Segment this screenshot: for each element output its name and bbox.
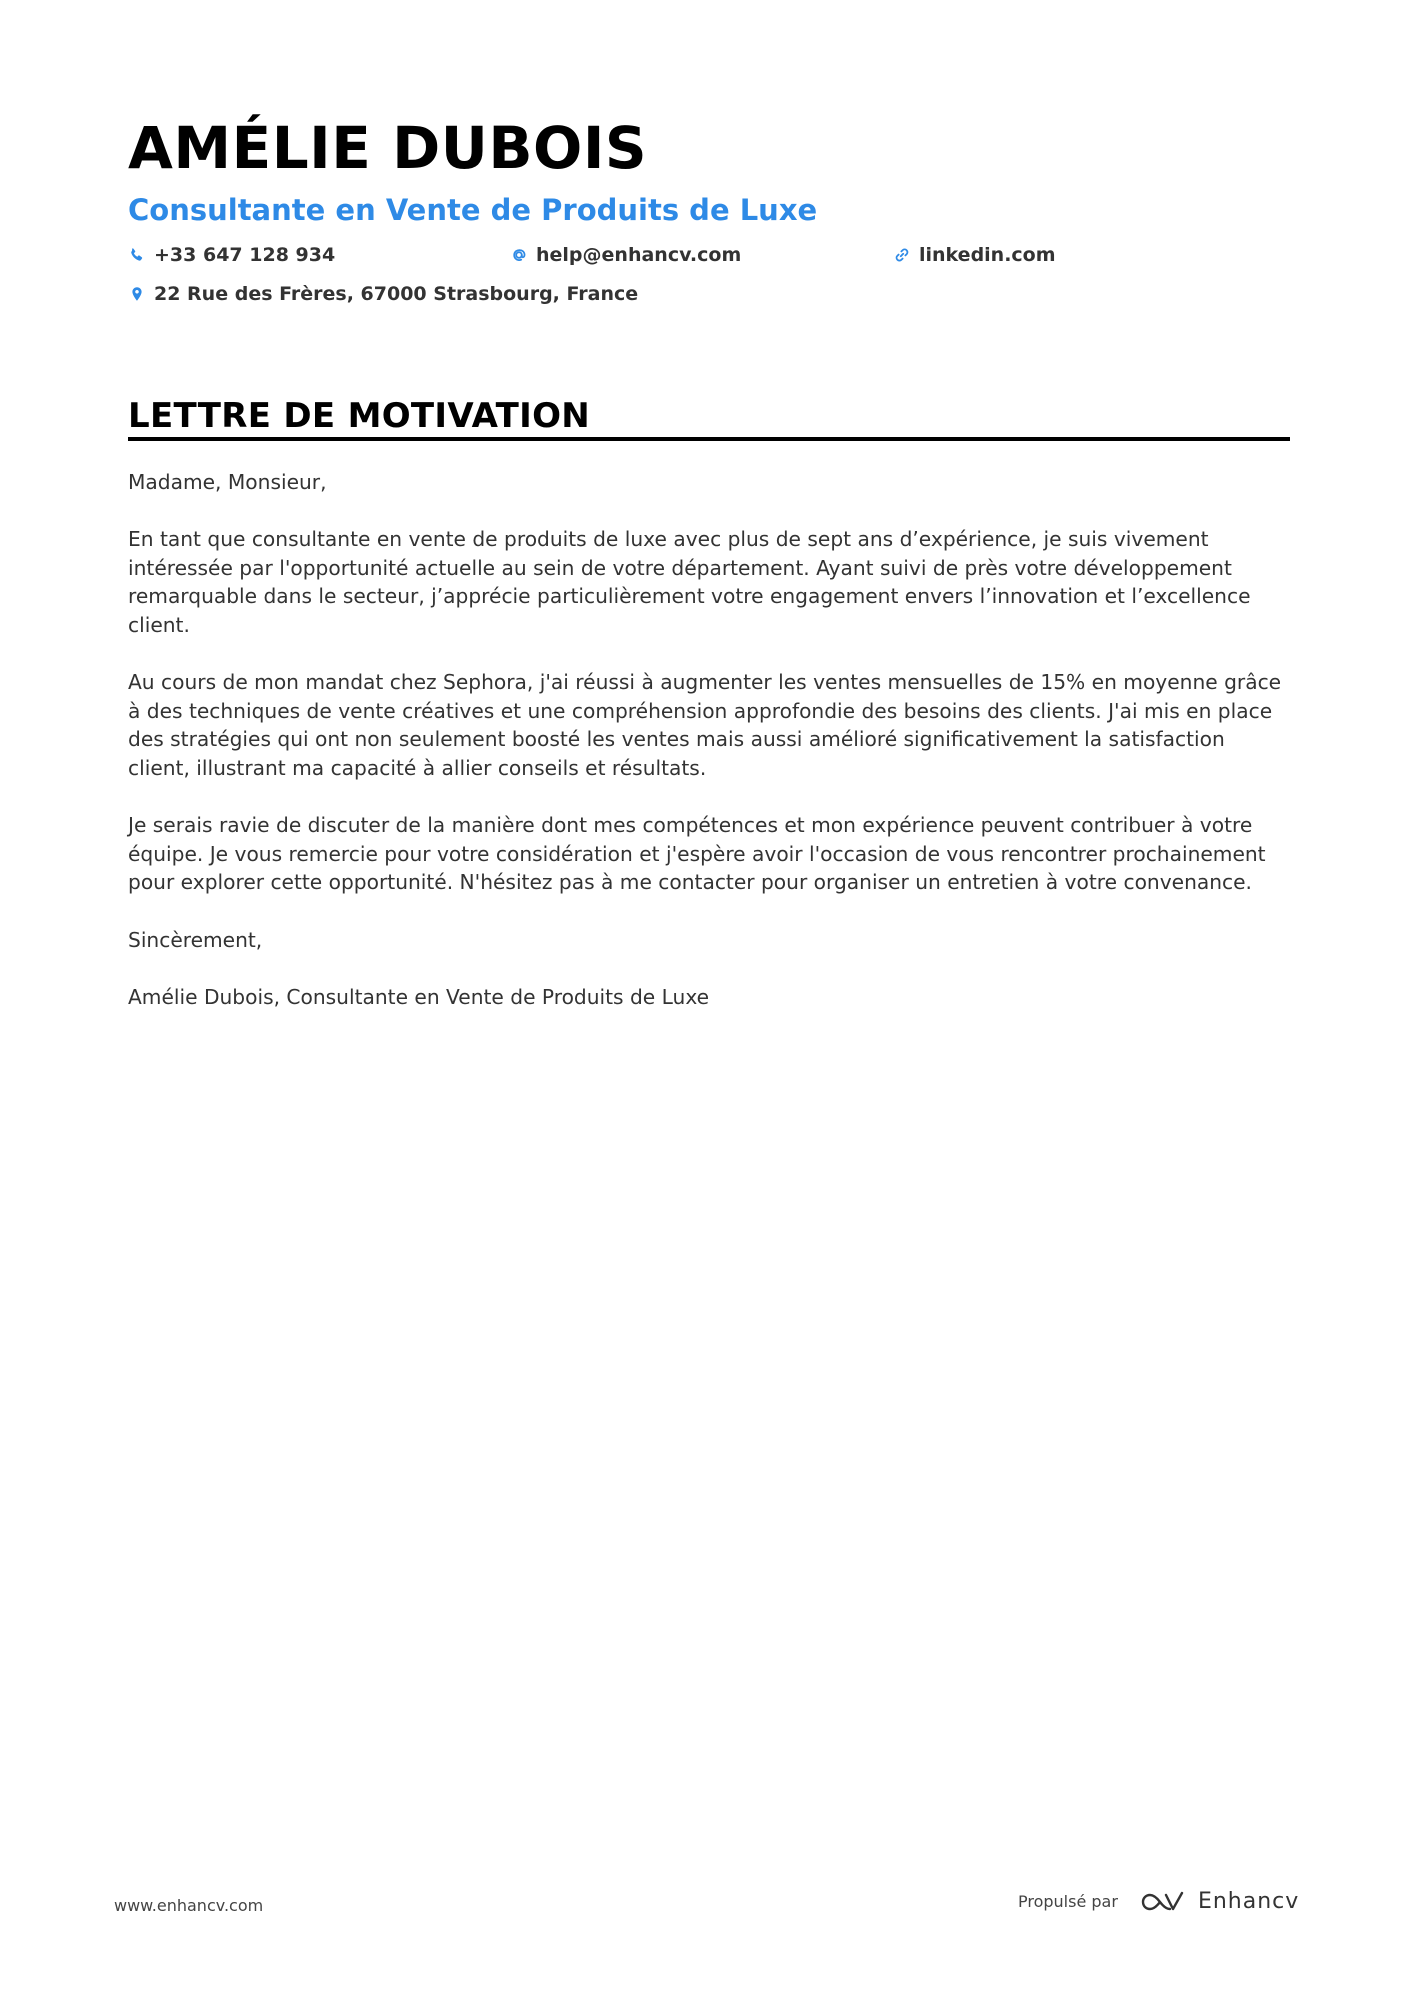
candidate-name: AMÉLIE DUBOIS [128,114,648,182]
letter-signature: Amélie Dubois, Consultante en Vente de Produits de Luxe [128,984,710,1009]
contact-website [893,241,1056,269]
link-icon [893,246,911,264]
letter-paragraph: Au cours de mon mandat chez Sephora, j'ai réussi à augmenter les ventes mensuelles de 15% en moyenne grâce à des techniques de vente créatives et une compréhension approfondie des besoins des clients. J'ai mis en place des stratégies qui ont non seulement boosté les ventes mais aussi amélioré significativement la satisfaction client, illustrant ma capacité à allier conseils et résultats. [128,670,1282,780]
letter-greeting: Madame, Monsieur, [128,470,327,494]
letter-closing: Sincèrement, [128,927,263,952]
contact-address [128,280,638,308]
phone-text: +33 647 128 934 [154,244,336,266]
brand-name: Enhancv [1197,1889,1300,1914]
phone-icon [128,246,146,264]
contact-phone [128,241,335,269]
at-icon [510,246,528,264]
letter-paragraph: En tant que consultante en vente de produits de luxe avec plus de sept ans d’expérience, je suis vivement intéressée par l'opportunité actuelle au sein de votre département. Ayant suivi de près votre développement remarquable dans le secteur, j’apprécie particulièrement votre engagement envers l’innovation et l’excellence client. [128,527,1251,637]
letter-body [128,468,1293,1040]
location-pin-icon [128,285,146,303]
letter-paragraph: Je serais ravie de discuter de la manière dont mes compétences et mon expérience peuvent contribuer à votre équipe. Je vous remercie pour votre considération et j'espère avoir l'occasion de vous rencontrer prochainement pour explorer cette opportunité. N'hésitez pas à me contacter pour organiser un entretien à votre convenance. [128,813,1266,895]
section-divider [128,437,1290,441]
section-title: LETTRE DE MOTIVATION [128,396,591,436]
contact-email [510,241,741,269]
enhancv-logo-icon [1140,1889,1186,1915]
footer-branding [1018,1889,1299,1915]
website-text: linkedin.com [919,244,1056,266]
candidate-title: Consultante en Vente de Produits de Luxe [128,193,818,227]
email-text: help@enhancv.com [536,244,742,266]
address-text: 22 Rue des Frères, 67000 Strasbourg, France [154,283,639,305]
powered-by-text: Propulsé par [1018,1892,1118,1911]
footer-website: www.enhancv.com [114,1896,264,1915]
